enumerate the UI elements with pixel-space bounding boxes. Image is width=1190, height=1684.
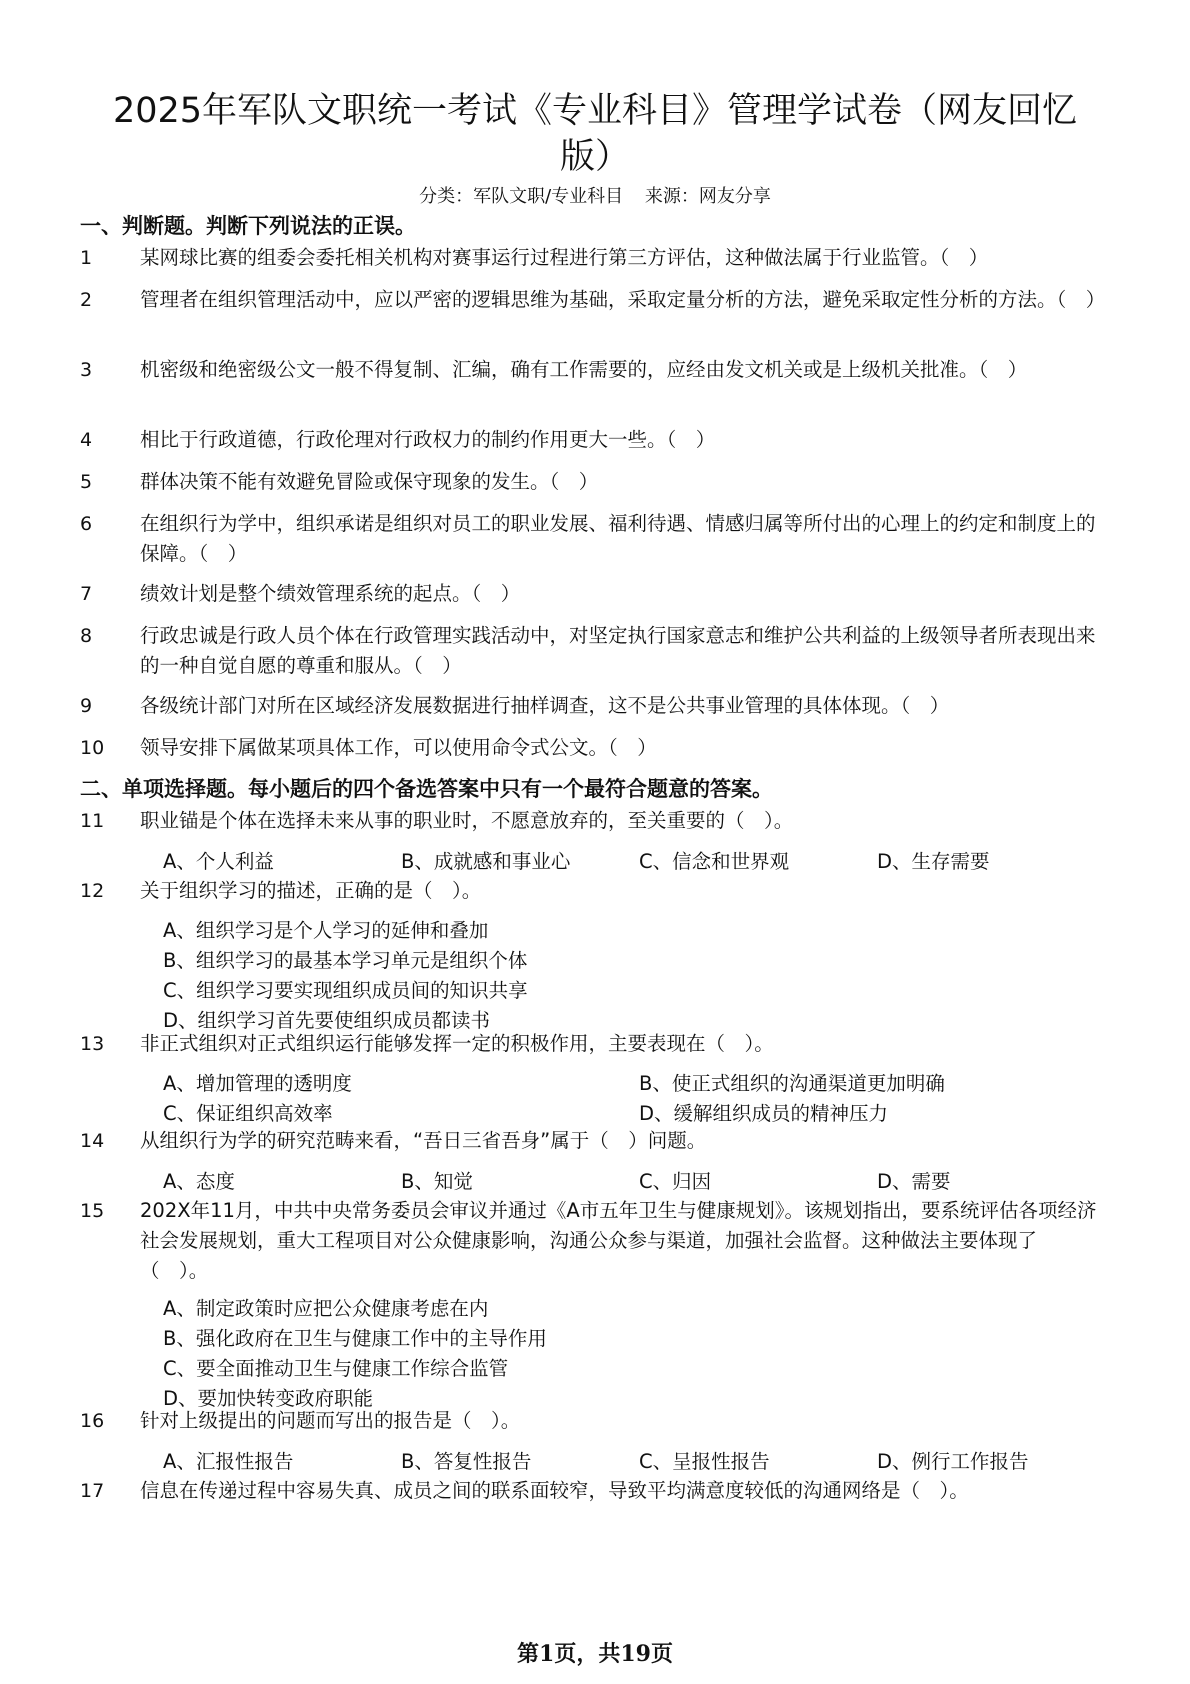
question-11-options [163, 847, 1115, 877]
option-d: D、需要 [877, 1170, 951, 1193]
question-number: 6 [80, 513, 93, 535]
question-text: 202X年11月，中共中央常务委员会审议并通过《A市五年卫生与健康规划》。该规划指出，要系统评估各项经济社会发展规划，重大工程项目对公众健康影响，沟通公众参与渠道，加强社会监督。这种做法主要体现了（ ）。 [140, 1199, 1097, 1282]
question-16 [80, 1406, 1100, 1436]
question-number: 5 [80, 471, 93, 493]
question-text: 群体决策不能有效避免冒险或保守现象的发生。（ ） [140, 470, 599, 493]
question-text: 行政忠诚是行政人员个体在行政管理实践活动中，对坚定执行国家意志和维护公共利益的上级领导者所表现出来的一种自觉自愿的尊重和服从。（ ） [140, 624, 1096, 677]
section-heading-judge: 一、判断题。判断下列说法的正误。 [80, 214, 416, 238]
option-c: C、要全面推动卫生与健康工作综合监管 [163, 1357, 509, 1380]
option-d: D、生存需要 [877, 850, 990, 873]
page-footer: 第1页，共19页 [517, 1641, 673, 1667]
question-13 [80, 1029, 1100, 1059]
question-17 [80, 1476, 1100, 1506]
question-15-options [163, 1294, 547, 1414]
question-16-options [163, 1447, 1115, 1477]
question-8 [80, 621, 1100, 681]
question-number: 7 [80, 583, 93, 605]
option-a: A、增加管理的透明度 [163, 1072, 352, 1095]
source-label: 来源：网友分享 [644, 186, 771, 207]
question-6 [80, 509, 1100, 569]
question-5 [80, 467, 1100, 497]
question-text: 相比于行政道德，行政伦理对行政权力的制约作用更大一些。（ ） [140, 428, 716, 451]
question-7 [80, 579, 1100, 609]
option-a: A、个人利益 [163, 850, 274, 873]
question-text: 绩效计划是整个绩效管理系统的起点。（ ） [140, 582, 521, 605]
question-15 [80, 1196, 1100, 1286]
question-text: 从组织行为学的研究范畴来看，“吾日三省吾身”属于（ ）问题。 [140, 1129, 707, 1152]
question-number: 12 [80, 880, 105, 902]
question-text: 关于组织学习的描述，正确的是（ ）。 [140, 879, 482, 902]
question-number: 16 [80, 1410, 105, 1432]
question-text: 机密级和绝密级公文一般不得复制、汇编，确有工作需要的，应经由发文机关或是上级机关批准。（ ） [140, 358, 1028, 381]
option-c: C、信念和世界观 [639, 850, 790, 873]
question-text: 领导安排下属做某项具体工作，可以使用命令式公文。（ ） [140, 736, 657, 759]
question-text: 管理者在组织管理活动中，应以严密的逻辑思维为基础，采取定量分析的方法，避免采取定性分析的方法。（ ） [140, 288, 1106, 311]
question-number: 14 [80, 1130, 105, 1152]
question-number: 17 [80, 1480, 105, 1502]
option-c: C、保证组织高效率 [163, 1102, 333, 1125]
option-b: B、强化政府在卫生与健康工作中的主导作用 [163, 1327, 547, 1350]
question-13-options [163, 1069, 1115, 1129]
question-text: 在组织行为学中，组织承诺是组织对员工的职业发展、福利待遇、情感归属等所付出的心理上的约定和制度上的保障。（ ） [140, 512, 1096, 565]
question-text: 信息在传递过程中容易失真、成员之间的联系面较窄，导致平均满意度较低的沟通网络是（ ）。 [140, 1479, 969, 1502]
option-a: A、态度 [163, 1170, 235, 1193]
question-10 [80, 733, 1100, 763]
question-number: 11 [80, 810, 105, 832]
question-number: 9 [80, 695, 93, 717]
question-number: 15 [80, 1200, 105, 1222]
question-text: 职业锚是个体在选择未来从事的职业时，不愿意放弃的，至关重要的（ ）。 [140, 809, 794, 832]
question-text: 某网球比赛的组委会委托相关机构对赛事运行过程进行第三方评估，这种做法属于行业监管。（ ） [140, 246, 989, 269]
question-9 [80, 691, 1100, 721]
option-b: B、答复性报告 [401, 1450, 532, 1473]
question-1 [80, 243, 1100, 273]
option-d: D、组织学习首先要使组织成员都读书 [163, 1009, 491, 1032]
option-a: A、制定政策时应把公众健康考虑在内 [163, 1297, 489, 1320]
option-b: B、使正式组织的沟通渠道更加明确 [639, 1072, 945, 1095]
question-text: 非正式组织对正式组织运行能够发挥一定的积极作用，主要表现在（ ）。 [140, 1032, 774, 1055]
question-14-options [163, 1167, 1115, 1197]
question-12-options [163, 916, 528, 1036]
question-number: 10 [80, 737, 105, 759]
question-11 [80, 806, 1100, 836]
question-number: 3 [80, 359, 93, 381]
document-title: 2025年军队文职统一考试《专业科目》管理学试卷（网友回忆版） [112, 91, 1078, 177]
option-d: D、要加快转变政府职能 [163, 1387, 374, 1410]
option-c: C、呈报性报告 [639, 1450, 770, 1473]
option-b: B、知觉 [401, 1170, 473, 1193]
question-14 [80, 1126, 1100, 1156]
question-number: 4 [80, 429, 93, 451]
option-b: B、成就感和事业心 [401, 850, 571, 873]
option-b: B、组织学习的最基本学习单元是组织个体 [163, 949, 528, 972]
question-2 [80, 285, 1106, 315]
category-label: 分类：军队文职/专业科目 [419, 186, 624, 207]
question-number: 1 [80, 247, 93, 269]
option-a: A、汇报性报告 [163, 1450, 294, 1473]
question-text: 针对上级提出的问题而写出的报告是（ ）。 [140, 1409, 521, 1432]
question-3 [80, 355, 1100, 385]
option-a: A、组织学习是个人学习的延伸和叠加 [163, 919, 489, 942]
option-c: C、归因 [639, 1170, 712, 1193]
document-meta [0, 185, 1190, 209]
question-12 [80, 876, 1100, 906]
option-c: C、组织学习要实现组织成员间的知识共享 [163, 979, 528, 1002]
section-heading-single-choice: 二、单项选择题。每小题后的四个备选答案中只有一个最符合题意的答案。 [80, 777, 773, 801]
question-number: 8 [80, 625, 93, 647]
question-number: 2 [80, 289, 93, 311]
question-number: 13 [80, 1033, 105, 1055]
option-d: D、例行工作报告 [877, 1450, 1029, 1473]
option-d: D、缓解组织成员的精神压力 [639, 1102, 889, 1125]
question-4 [80, 425, 1100, 455]
question-text: 各级统计部门对所在区域经济发展数据进行抽样调查，这不是公共事业管理的具体体现。（ ） [140, 694, 950, 717]
